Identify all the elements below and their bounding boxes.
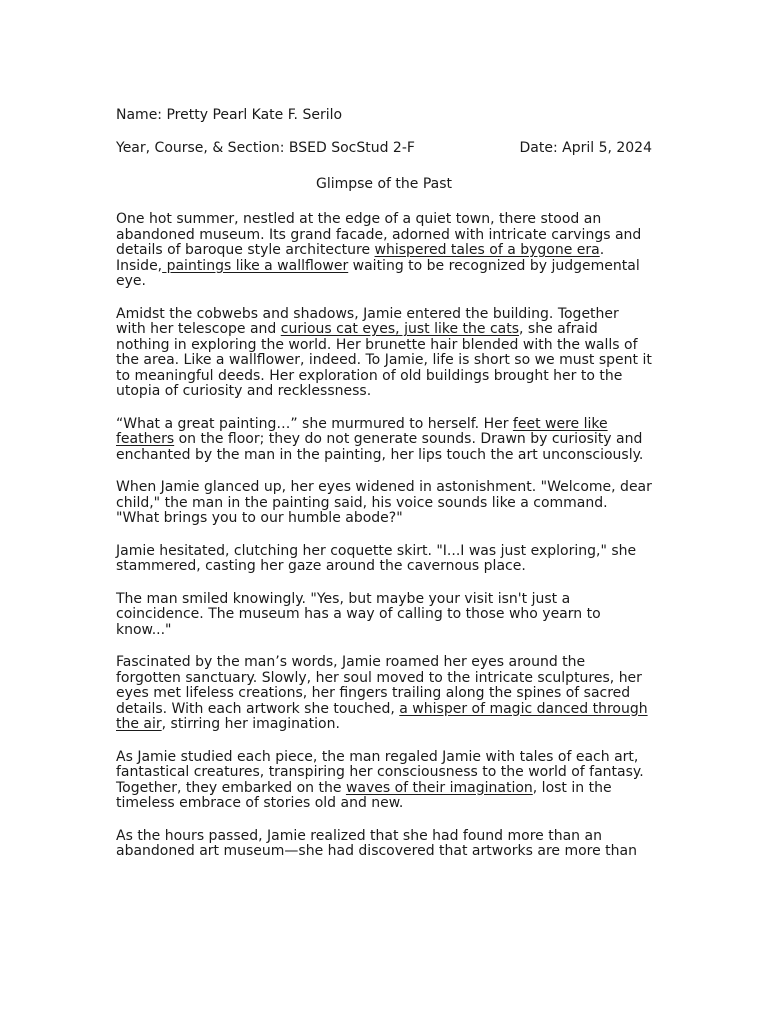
paragraph-9: As the hours passed, Jamie realized that she had found more than an abandoned art museum—she had discovered that artworks are more than	[116, 827, 637, 859]
underlined-phrase: waves of their imagination	[345, 779, 533, 796]
student-name: Name: Pretty Pearl Kate F. Serilo	[116, 107, 343, 123]
paragraph-text: , she afraid nothing in exploring the world. Her brunette hair blended with the walls of the area. Like a wallflower, indeed. To Jamie, life is short so we must spent it to meaningful deeds. Her exploration of old buildings brought her to the utopia of curiosity and recklessness.	[116, 321, 652, 399]
paragraph-5: Jamie hesitated, clutching her coquette skirt. "I...I was just exploring," she stammered, casting her gaze around the cavernous place.	[116, 542, 637, 574]
course-section: Year, Course, & Section: BSED SocStud 2-F	[116, 140, 415, 156]
paragraph-text: on the floor; they do not generate sounds. Drawn by curiosity and enchanted by the man in the painting, her lips touch the art unconsciously.	[116, 431, 644, 463]
underlined-phrase: a whisper of magic danced through the air	[116, 700, 648, 732]
paragraph-text: , lost in the timeless embrace of stories old and new.	[116, 779, 612, 811]
paragraph-2	[116, 307, 652, 400]
paragraph-text: As Jamie studied each piece, the man regaled Jamie with tales of each art, fantastical creatures, transpiring her consciousness to the world of fantasy. Together, they embarked on the	[116, 748, 644, 796]
paragraph-text: One hot summer, nestled at the edge of a quiet town, there stood an abandoned museum. Its grand facade, adorned with intricate carvings and details of baroque style architecture	[116, 211, 642, 258]
paragraph-text: Amidst the cobwebs and shadows, Jamie entered the building. Together with her telescope and	[116, 305, 619, 337]
course-date-row	[116, 139, 652, 158]
paragraph-6: The man smiled knowingly. "Yes, but maybe your visit isn't just a coincidence. The museum has a way of calling to those who yearn to know..."	[116, 590, 601, 638]
paragraph-text: “What a great painting…” she murmured to herself. Her	[116, 415, 513, 432]
underlined-phrase: whispered tales of a bygone era	[374, 242, 600, 258]
underlined-phrase: feet were like feathers	[116, 415, 608, 447]
paragraph-1	[116, 212, 652, 290]
paragraph-3	[116, 417, 652, 464]
document-page	[116, 106, 652, 860]
paragraph-8	[116, 750, 652, 812]
paragraph-text: waiting to be recognized by judgemental eye.	[116, 257, 640, 289]
paragraph-text: , stirring her imagination.	[161, 716, 340, 732]
underlined-phrase: curious cat eyes, just like the cats	[280, 321, 520, 337]
paragraph-text: . Inside,	[116, 242, 605, 274]
paragraph-7	[116, 655, 652, 733]
paragraph-4: When Jamie glanced up, her eyes widened in astonishment. "Welcome, dear child," the man in the painting said, his voice sounds like a command. "What brings you to our humble abode?"	[116, 479, 652, 526]
document-title: Glimpse of the Past	[315, 176, 453, 192]
date: Date: April 5, 2024	[519, 140, 652, 156]
paragraph-text: Fascinated by the man’s words, Jamie roamed her eyes around the forgotten sanctuary. Slowly, her soul moved to the intricate sculptures, her eyes met lifeless creations, her fingers trailing along the spines of sacred details. With each artwork she touched,	[116, 654, 642, 717]
underlined-phrase: paintings like a wallflower	[162, 257, 349, 274]
